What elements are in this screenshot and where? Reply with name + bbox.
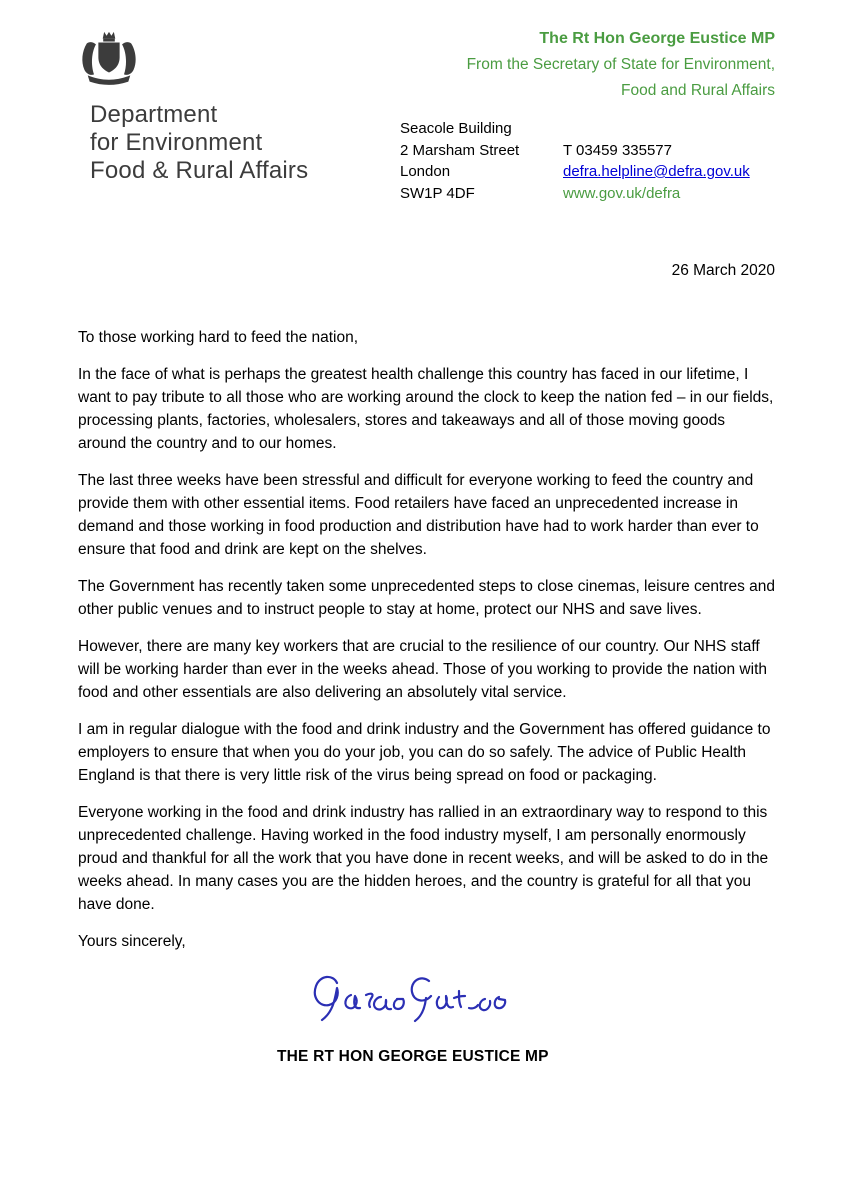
paragraph: The last three weeks have been stressful and difficult for everyone working to feed the country and provide them with other essential items. Food retailers have faced an unprecedented increase in demand and those working in food production and distribution have had to work harder than ever to ensure that food and drink are kept on the shelves. bbox=[78, 472, 759, 558]
phone-number: T 03459 335577 bbox=[563, 141, 672, 159]
sender-block bbox=[400, 26, 775, 104]
signature-handwriting bbox=[303, 967, 775, 1029]
department-name-line: Food & Rural Affairs bbox=[90, 157, 309, 184]
sender-title-line: Food and Rural Affairs bbox=[621, 82, 775, 99]
department-name bbox=[90, 101, 400, 185]
contact-block bbox=[563, 140, 775, 205]
royal-crest-icon bbox=[80, 28, 400, 91]
salutation: To those working hard to feed the nation, bbox=[78, 329, 359, 346]
paragraph: In the face of what is perhaps the greatest health challenge this country has faced in our lifetime, I want to pay tribute to all those who are working around the clock to keep the nation fed – in our fields, processing plants, factories, wholesalers, stores and takeaways and all of those moving goods around the country and to our homes. bbox=[78, 366, 774, 452]
email-link[interactable]: defra.helpline@defra.gov.uk bbox=[563, 163, 750, 180]
address-line: 2 Marsham Street bbox=[400, 141, 520, 159]
letterhead-left bbox=[78, 26, 400, 204]
department-name-line: Department bbox=[90, 101, 218, 128]
address-block bbox=[400, 118, 563, 204]
letter-date: 26 March 2020 bbox=[671, 262, 775, 279]
sender-title bbox=[400, 52, 775, 104]
letterhead-right bbox=[400, 26, 775, 204]
letterhead bbox=[78, 26, 775, 204]
closing: Yours sincerely, bbox=[78, 933, 186, 950]
address-line: Seacole Building bbox=[400, 120, 512, 137]
address-line: SW1P 4DF bbox=[400, 184, 475, 202]
signatory-name: THE RT HON GEORGE EUSTICE MP bbox=[277, 1048, 549, 1065]
paragraph: However, there are many key workers that are crucial to the resilience of our country. Our NHS staff will be working harder than ever in the weeks ahead. Those of you working to provide the nation with food and other essentials are also delivering an absolutely vital service. bbox=[78, 638, 768, 701]
contact-row bbox=[400, 118, 775, 204]
paragraph: The Government has recently taken some unprecedented steps to close cinemas, leisure centres and other public venues and to instruct people to stay at home, protect our NHS and save lives. bbox=[78, 578, 776, 618]
letter-body bbox=[78, 326, 775, 1068]
paragraph: Everyone working in the food and drink industry has rallied in an extraordinary way to respond to this unprecedented challenge. Having worked in the food industry myself, I am personally enormously proud and thankful for all the work that you have done in recent weeks, and will be asked to do in the weeks ahead. In many cases you are the hidden heroes, and the country is grateful for all that you have done. bbox=[78, 804, 769, 913]
address-line: London bbox=[400, 163, 451, 180]
sender-name: The Rt Hon George Eustice MP bbox=[539, 30, 775, 47]
sender-title-line: From the Secretary of State for Environment, bbox=[466, 56, 775, 73]
department-name-line: for Environment bbox=[90, 129, 263, 156]
website-link[interactable]: www.gov.uk/defra bbox=[563, 184, 681, 202]
paragraph: I am in regular dialogue with the food and drink industry and the Government has offered guidance to employers to ensure that when you do your job, you can do so safely. The advice of Public Health England is that there is very little risk of the virus being spread on food or packaging. bbox=[78, 721, 771, 784]
